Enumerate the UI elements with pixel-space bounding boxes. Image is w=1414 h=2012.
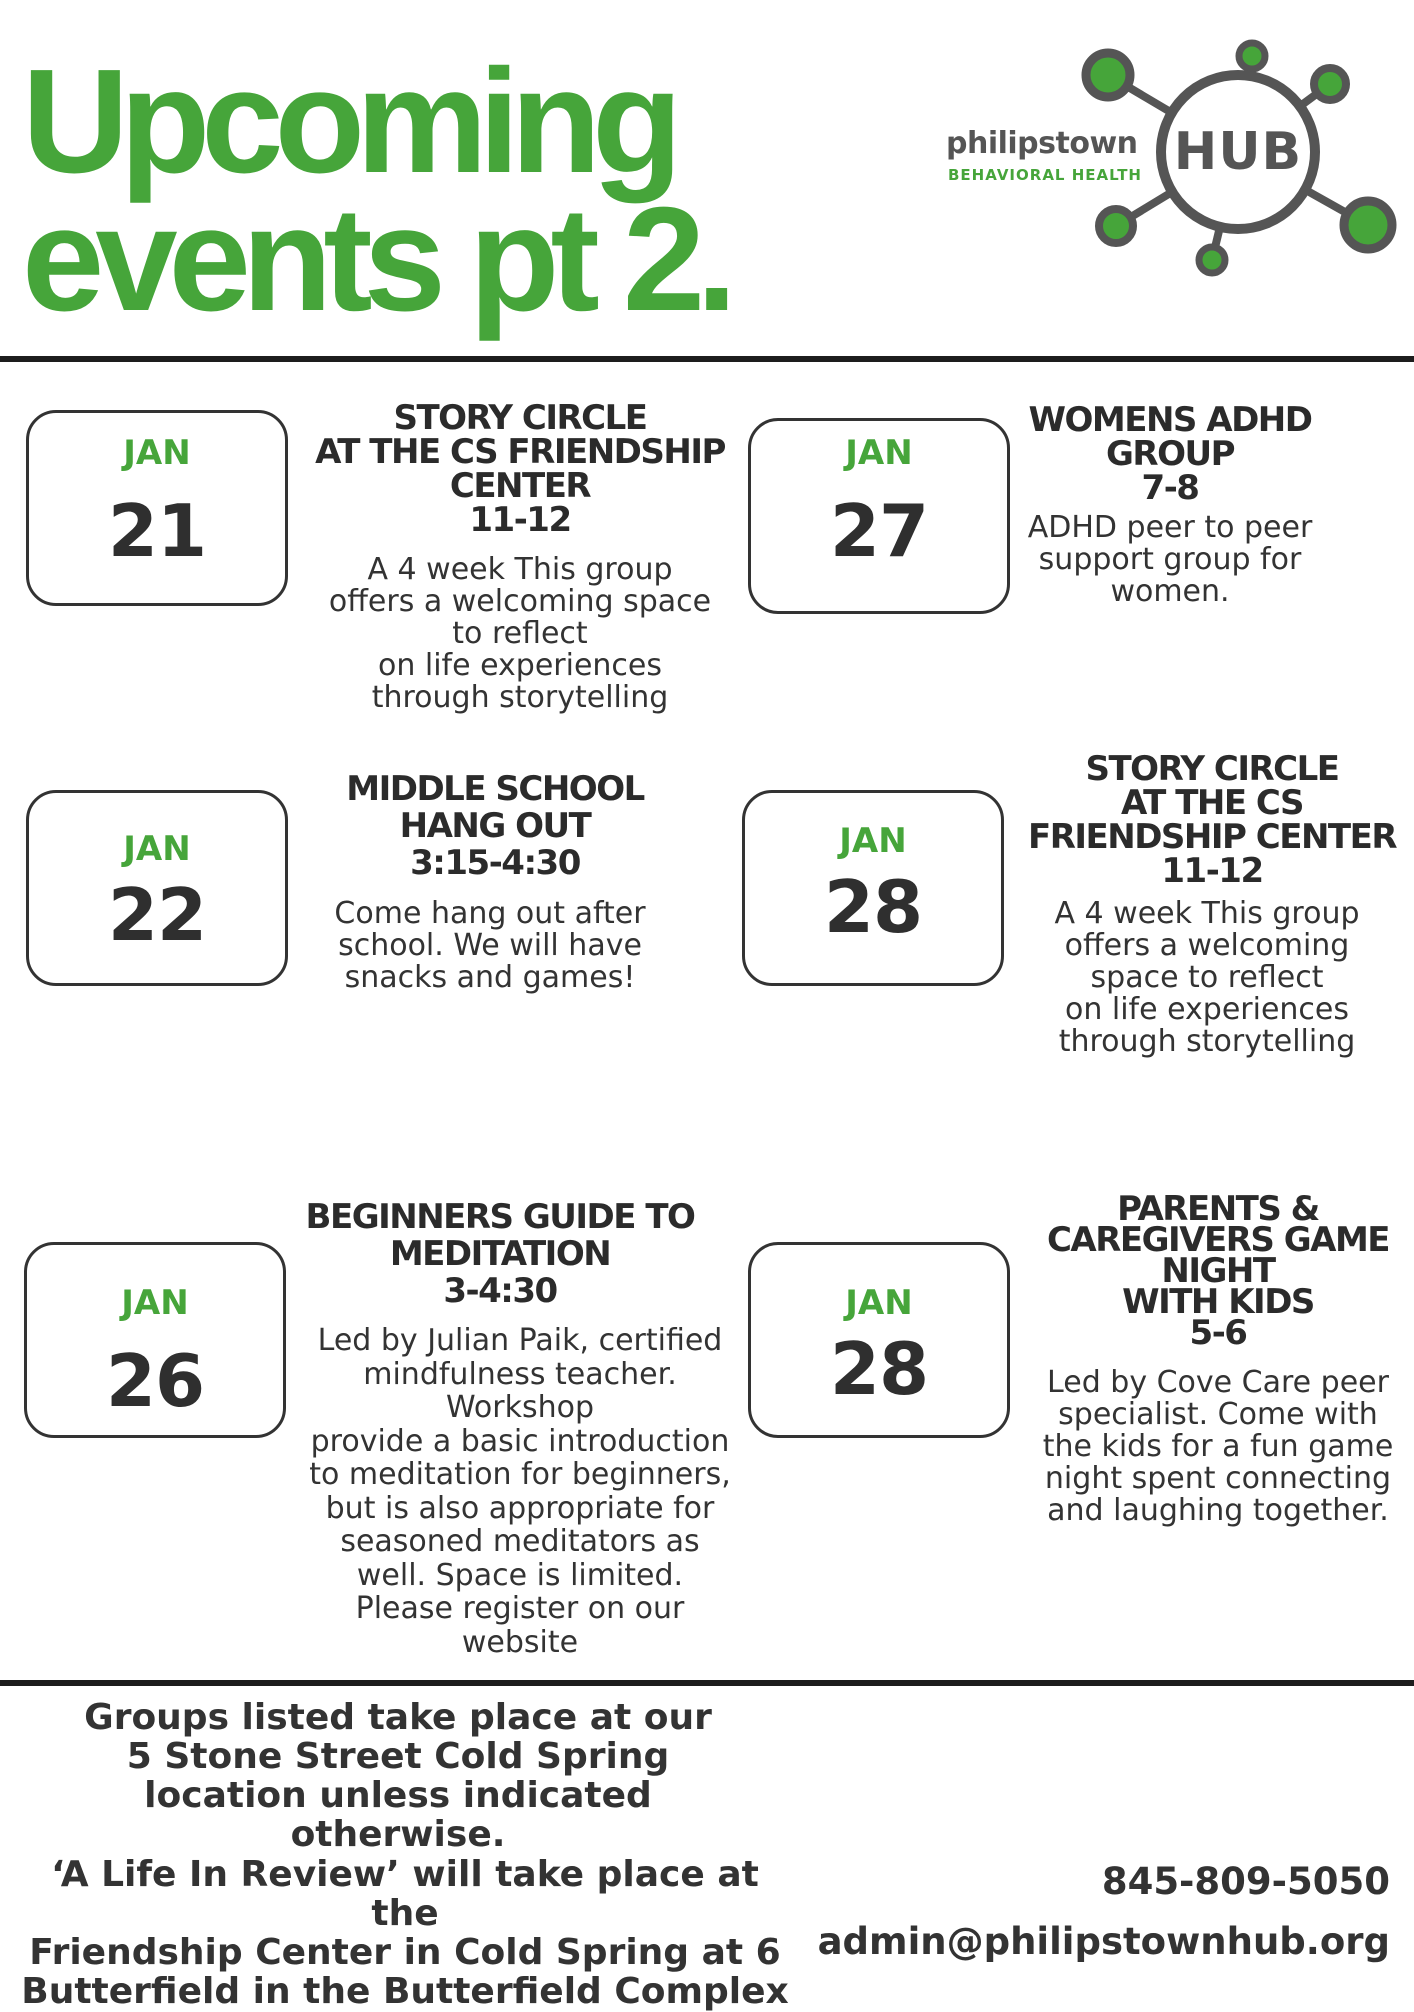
event-description: ADHD peer to peer support group for women. [1027, 510, 1313, 609]
date-box [26, 790, 288, 986]
event-title: PARENTS & CAREGIVERS GAME NIGHT WITH KIDS 5-6 [1046, 1189, 1390, 1353]
date-month: JAN [123, 433, 191, 473]
date-month: JAN [123, 829, 191, 869]
date-box [24, 1242, 286, 1438]
event-title: MIDDLE SCHOOL HANG OUT 3:15-4:30 [346, 769, 644, 883]
phone-number[interactable]: 845-809-5050 [1101, 1860, 1390, 1903]
date-box [26, 410, 288, 606]
date-box [748, 418, 1010, 614]
logo [940, 20, 1400, 290]
page-title-line-1: Upcoming [22, 39, 674, 204]
event-title: BEGINNERS GUIDE TO MEDITATION 3-4:30 [305, 1197, 695, 1311]
email-address[interactable]: admin@philipstownhub.org [817, 1920, 1390, 1963]
logo-name-text: philipstown [946, 126, 1138, 161]
logo-hub-text: HUB [1173, 122, 1303, 182]
top-divider [0, 356, 1414, 362]
date-day: 28 [823, 865, 923, 949]
date-month: JAN [845, 433, 913, 473]
logo-tagline-text: BEHAVIORAL HEALTH [948, 166, 1142, 184]
date-month: JAN [121, 1283, 189, 1323]
date-month: JAN [839, 821, 907, 861]
event-description: Come hang out after school. We will have snacks and games! [334, 896, 646, 995]
date-day: 26 [105, 1339, 205, 1423]
date-box [742, 790, 1004, 986]
date-month: JAN [845, 1283, 913, 1323]
date-day: 27 [829, 489, 929, 573]
location-note: Groups listed take place at our 5 Stone Street Cold Spring location unless indicated otherwise. [84, 1697, 712, 1855]
date-box [748, 1242, 1010, 1438]
date-day: 22 [107, 873, 207, 957]
event-title: STORY CIRCLE AT THE CS FRIENDSHIP CENTER 11-12 [1027, 749, 1397, 891]
bottom-divider [0, 1680, 1414, 1686]
date-day: 21 [107, 489, 207, 573]
page-title-line-2: events pt 2. [22, 177, 729, 342]
event-description: Led by Cove Care peer specialist. Come with the kids for a fun game night spent connecting and laughing together. [1042, 1365, 1394, 1528]
event-description: A 4 week This group offers a welcoming space to reflect on life experiences through storytelling [1054, 896, 1360, 1059]
event-description: A 4 week This group offers a welcoming space to reflect on life experiences through storytelling [328, 552, 712, 715]
review-note: ‘A Life In Review’ will take place at the Friendship Center in Cold Spring at 6 Butterfield in the Butterfield Complex [21, 1854, 789, 2012]
event-title: STORY CIRCLE AT THE CS FRIENDSHIP CENTER 11-12 [315, 398, 725, 540]
event-title: WOMENS ADHD GROUP 7-8 [1028, 400, 1312, 508]
date-day: 28 [829, 1327, 929, 1411]
event-description: Led by Julian Paik, certified mindfulness teacher. Workshop provide a basic introduction to meditation for beginners, but is also appropriate for seasoned meditators as well. Space is limited. Please register on our website [309, 1323, 731, 1660]
